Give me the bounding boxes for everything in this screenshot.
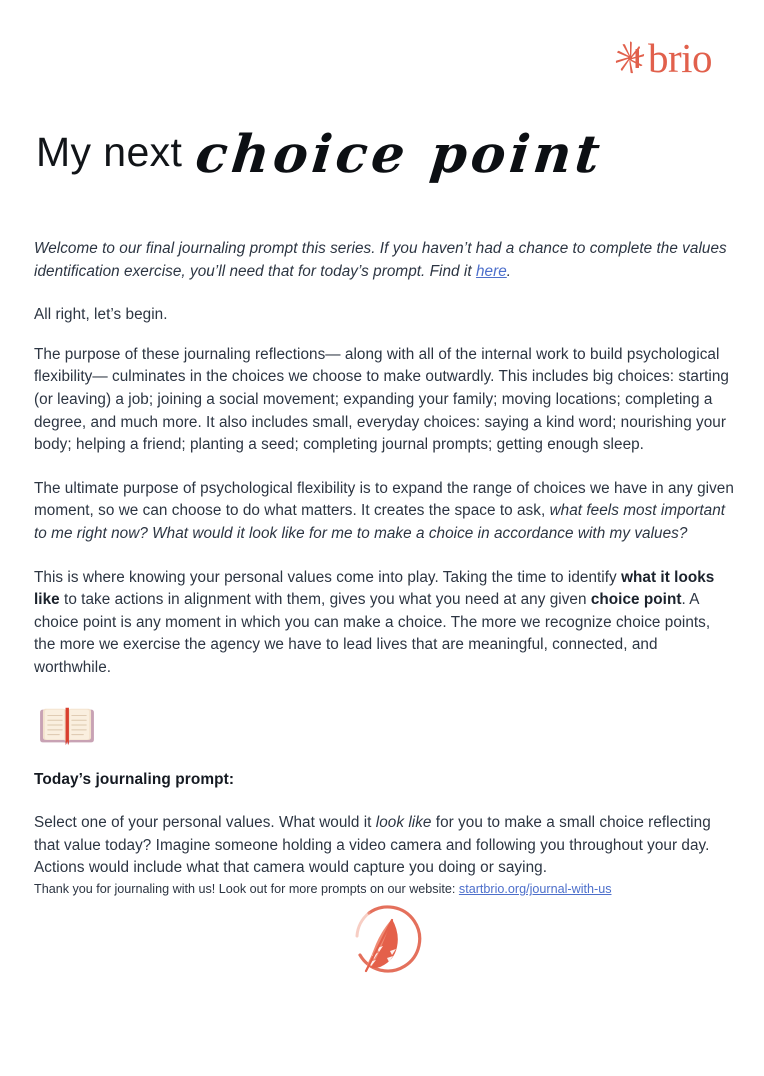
prompt-italic-look-like: look like bbox=[375, 814, 432, 832]
prompt-paragraph bbox=[34, 812, 734, 880]
values-text-2: to take actions in alignment with them, gives you what you need at any given bbox=[59, 591, 591, 609]
values-text-1: This is where knowing your personal values come into play. Taking the time to identify bbox=[34, 568, 622, 586]
footer-text: Thank you for journaling with us! Look out for more prompts on our website: bbox=[34, 882, 459, 896]
intro-paragraph bbox=[34, 238, 734, 283]
intro-text-2: . bbox=[506, 262, 512, 280]
page-title bbox=[36, 118, 607, 185]
values-bold-what-it-looks-like: what it looks like bbox=[34, 568, 715, 609]
prompt-text-2: for you to make a small choice reflecting that value today? Imagine someone holding a video camera and following you throughout your day. Actions would include what that camera would capture you doing or saying. bbox=[34, 814, 711, 877]
brio-logo[interactable] bbox=[615, 35, 712, 81]
intro-text-1: Welcome to our final journaling prompt this series. If you haven’t had a chance to complete the values identification exercise, you’ll need that for today’s prompt. Find it bbox=[34, 240, 727, 280]
values-paragraph bbox=[34, 567, 734, 680]
ultimate-text-1: The ultimate purpose of psychological flexibility is to expand the range of choices we have in any given moment, so we can choose to do what matters. It creates the space to ask, bbox=[34, 479, 734, 520]
values-bold-choice-point: choice point bbox=[590, 591, 682, 609]
lead-paragraph: All right, let’s begin. bbox=[34, 306, 168, 324]
values-text-3: . A choice point is any moment in which you can make a choice. The more we recognize choice points, the more we exercise the agency we have to lead lives that are meaningful, connected, and worthwhile. bbox=[34, 591, 711, 676]
page-title-plain: My next bbox=[36, 129, 183, 175]
brio-wordmark: brio bbox=[647, 35, 712, 81]
ultimate-italic-question: what feels most important to me right now? What would it look like for me to make a choice in accordance with my values? bbox=[34, 502, 726, 542]
values-exercise-link[interactable]: here bbox=[475, 262, 507, 280]
purpose-paragraph: The purpose of these journaling reflections— along with all of the internal work to build psychological flexibility— culminates in the choices we choose to make outwardly. This includes big choices: starting (or leaving) a job; joining a social movement; expanding your family; moving locations; completing a degree, and much more. It also includes small, everyday choices: saying a kind word; nourishing your body; helping a friend; planting a seed; completing journal prompts; getting enough sleep. bbox=[34, 345, 729, 454]
page-title-script: choice point bbox=[193, 124, 607, 185]
startbrio-website-link[interactable]: startbrio.org/journal-with-us bbox=[458, 882, 612, 896]
footer-note bbox=[34, 880, 734, 898]
document-body bbox=[34, 238, 734, 901]
brio-starburst-icon bbox=[615, 40, 645, 76]
prompt-text-1: Select one of your personal values. What would it bbox=[34, 814, 376, 832]
ultimate-purpose-paragraph bbox=[34, 478, 734, 546]
prompt-heading: Today’s journaling prompt: bbox=[34, 770, 235, 788]
open-book-icon bbox=[36, 701, 98, 751]
feather-in-circle-icon bbox=[347, 903, 427, 979]
